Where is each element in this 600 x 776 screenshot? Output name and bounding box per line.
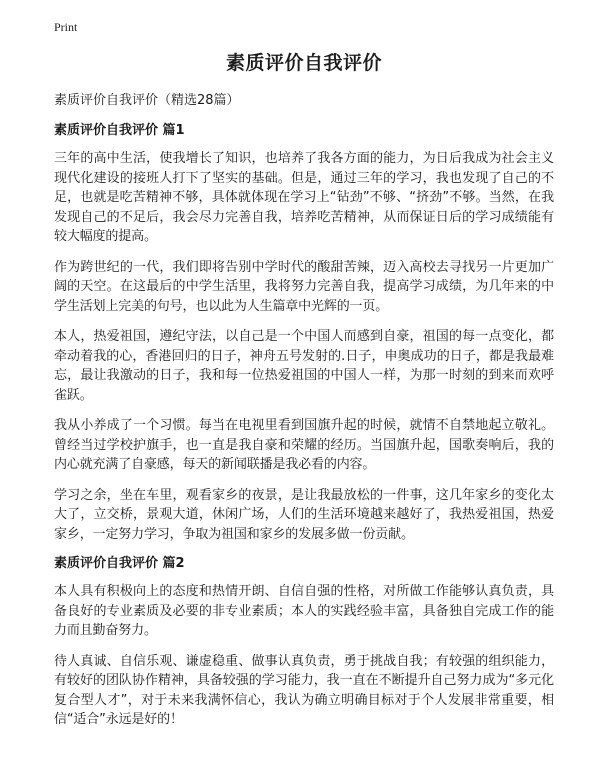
- paragraph: 三年的高中生活，使我增长了知识，也培养了我各方面的能力，为日后我成为社会主义现代化建设的接班人打下了坚实的基础。但是，通过三年的学习，我也发现了自己的不足，也就是吃苦精神不够，具体就体现在学习上“钻劲”不够、“挤劲”不够。当然，在我发现自己的不足后，我会尽力完善自我，培养吃苦精神，从而保证日后的学习成绩能有较大幅度的提高。: [54, 151, 554, 244]
- section-heading: 素质评价自我评价 篇2: [54, 556, 185, 571]
- page-title: 素质评价自我评价: [225, 52, 382, 74]
- paragraph: 待人真诚、自信乐观、谦虚稳重、做事认真负责，勇于挑战自我；有较强的组织能力，有较好的团队协作精神，具备较强的学习能力，我一直在不断提升自己努力成为“多元化复合型人才”，对于未来我满怀信心，我认为确立明确目标对于个人发展非常重要，相信“适合”永远是好的！: [54, 653, 554, 727]
- paragraph: 作为跨世纪的一代，我们即将告别中学时代的酸甜苦辣，迈入高校去寻找另一片更加广阔的天空。在这最后的中学生活里，我将努力完善自我，提高学习成绩，为几年来的中学生活划上完美的句号，也以此为人生篇章中光辉的一页。: [54, 259, 554, 314]
- print-link[interactable]: Print: [54, 20, 78, 34]
- section-1: [54, 122, 554, 544]
- document-subtitle: 素质评价自我评价（精选28篇）: [54, 93, 240, 108]
- section-2: [54, 555, 554, 730]
- paragraph: 本人，热爱祖国，遵纪守法，以自己是一个中国人而感到自豪，祖国的每一点变化，都牵动着我的心，香港回归的日子，神舟五号发射的.日子，申奥成功的日子，都是我最难忘，最让我激动的日子，我和每一位热爱祖国的中国人一样，为那一时刻的到来而欢呼雀跃。: [54, 329, 554, 403]
- section-heading: 素质评价自我评价 篇1: [54, 123, 185, 138]
- paragraph: 我从小养成了一个习惯。每当在电视里看到国旗升起的时候，就情不自禁地起立敬礼。曾经当过学校护旗手，也一直是我自豪和荣耀的经历。当国旗升起，国歌奏响后，我的内心就充满了自豪感，每天的新闻联播是我必看的内容。: [54, 418, 554, 472]
- paragraph: 本人具有积极向上的态度和热情开朗、自信自强的性格，对所做工作能够认真负责，具备良好的专业素质及必要的非专业素质；本人的实践经验丰富，具备独自完成工作的能力而且勤奋努力。: [54, 584, 554, 638]
- paragraph: 学习之余，坐在车里，观看家乡的夜景，是让我最放松的一件事，这几年家乡的变化太大了，立交桥，景观大道，休闲广场，人们的生活环境越来越好了，我热爱祖国，热爱家乡，一定努力学习，争取为祖国和家乡的发展多做一份贡献。: [54, 487, 554, 542]
- document-body: [54, 50, 554, 741]
